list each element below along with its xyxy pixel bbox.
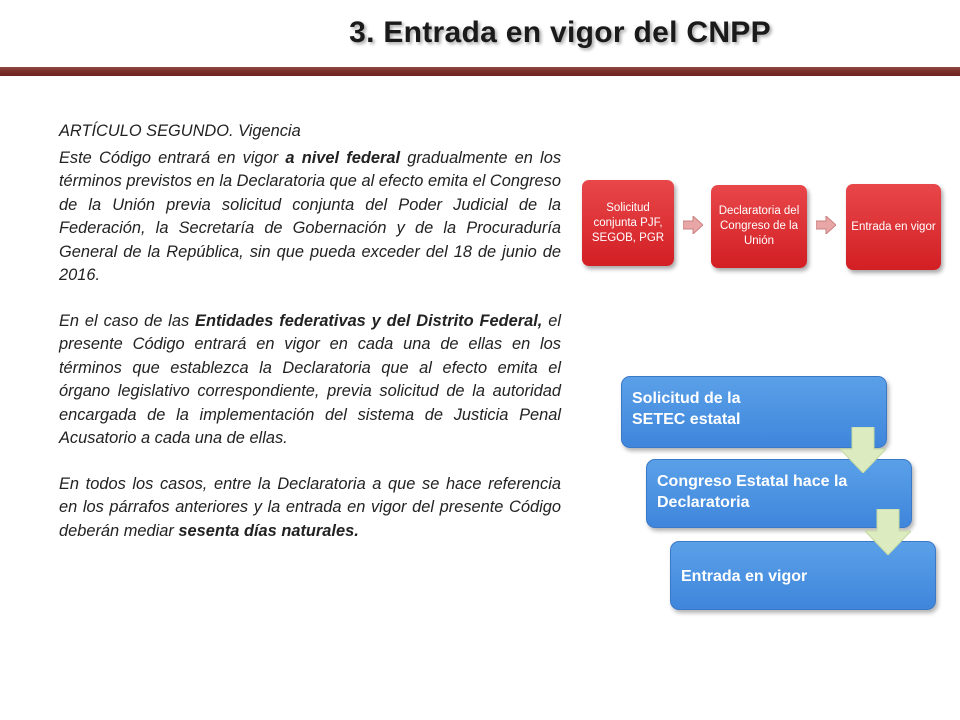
federal-arrow-1 xyxy=(683,216,703,234)
federal-step-solicitud: Solicitud conjunta PJF, SEGOB, PGR xyxy=(582,180,674,266)
federal-step-entrada: Entrada en vigor xyxy=(846,184,941,270)
state-arrow-1 xyxy=(840,427,886,473)
state-step-2-label: Congreso Estatal hace la Declaratoria xyxy=(657,473,848,511)
p3-bold: sesenta días naturales. xyxy=(178,521,359,540)
article-text xyxy=(59,120,561,543)
title-divider xyxy=(0,67,960,76)
p1-text-a: Este Código entrará en vigor xyxy=(59,148,286,167)
p2-bold: Entidades federativas y del Distrito Federal, xyxy=(195,311,543,330)
state-step-1-label: Solicitud de la SETEC estatal xyxy=(632,390,741,428)
federal-step-declaratoria: Declaratoria del Congreso de la Unión xyxy=(711,185,807,268)
paragraph-all-cases xyxy=(59,473,561,544)
article-heading: ARTÍCULO SEGUNDO. Vigencia xyxy=(59,122,301,140)
p1-bold: a nivel federal xyxy=(285,148,401,167)
p2-text-a: En el caso de las xyxy=(59,311,196,330)
p2-text-b: el presente Código entrará en vigor en cada una de ellas en los términos que establezca la Declaratoria que al efecto emita el órgano legislativo correspondiente, previa solicitud de la autoridad encargada de la implementación del sistema de Justicia Penal Acusatorio a cada una de ellas. xyxy=(59,311,561,447)
paragraph-states xyxy=(59,310,561,451)
state-step-3-label: Entrada en vigor xyxy=(681,568,808,585)
state-arrow-2 xyxy=(865,509,911,555)
page-title: 3. Entrada en vigor del CNPP xyxy=(349,16,771,49)
paragraph-federal xyxy=(59,147,561,288)
federal-arrow-2 xyxy=(816,216,836,234)
p1-text-b: gradualmente en los términos previstos en la Declaratoria que al efecto emita el Congreso de la Unión previa solicitud conjunta del Poder Judicial de la Federación, la Secretaría de Gobernación y de la Procuraduría General de la República, sin que pueda exceder del 18 de junio de 2016. xyxy=(59,148,562,284)
p3-text-a: En todos los casos, entre la Declaratoria a que se hace referencia en los párrafos anteriores y la entrada en vigor del presente Código deberán mediar xyxy=(59,474,561,540)
